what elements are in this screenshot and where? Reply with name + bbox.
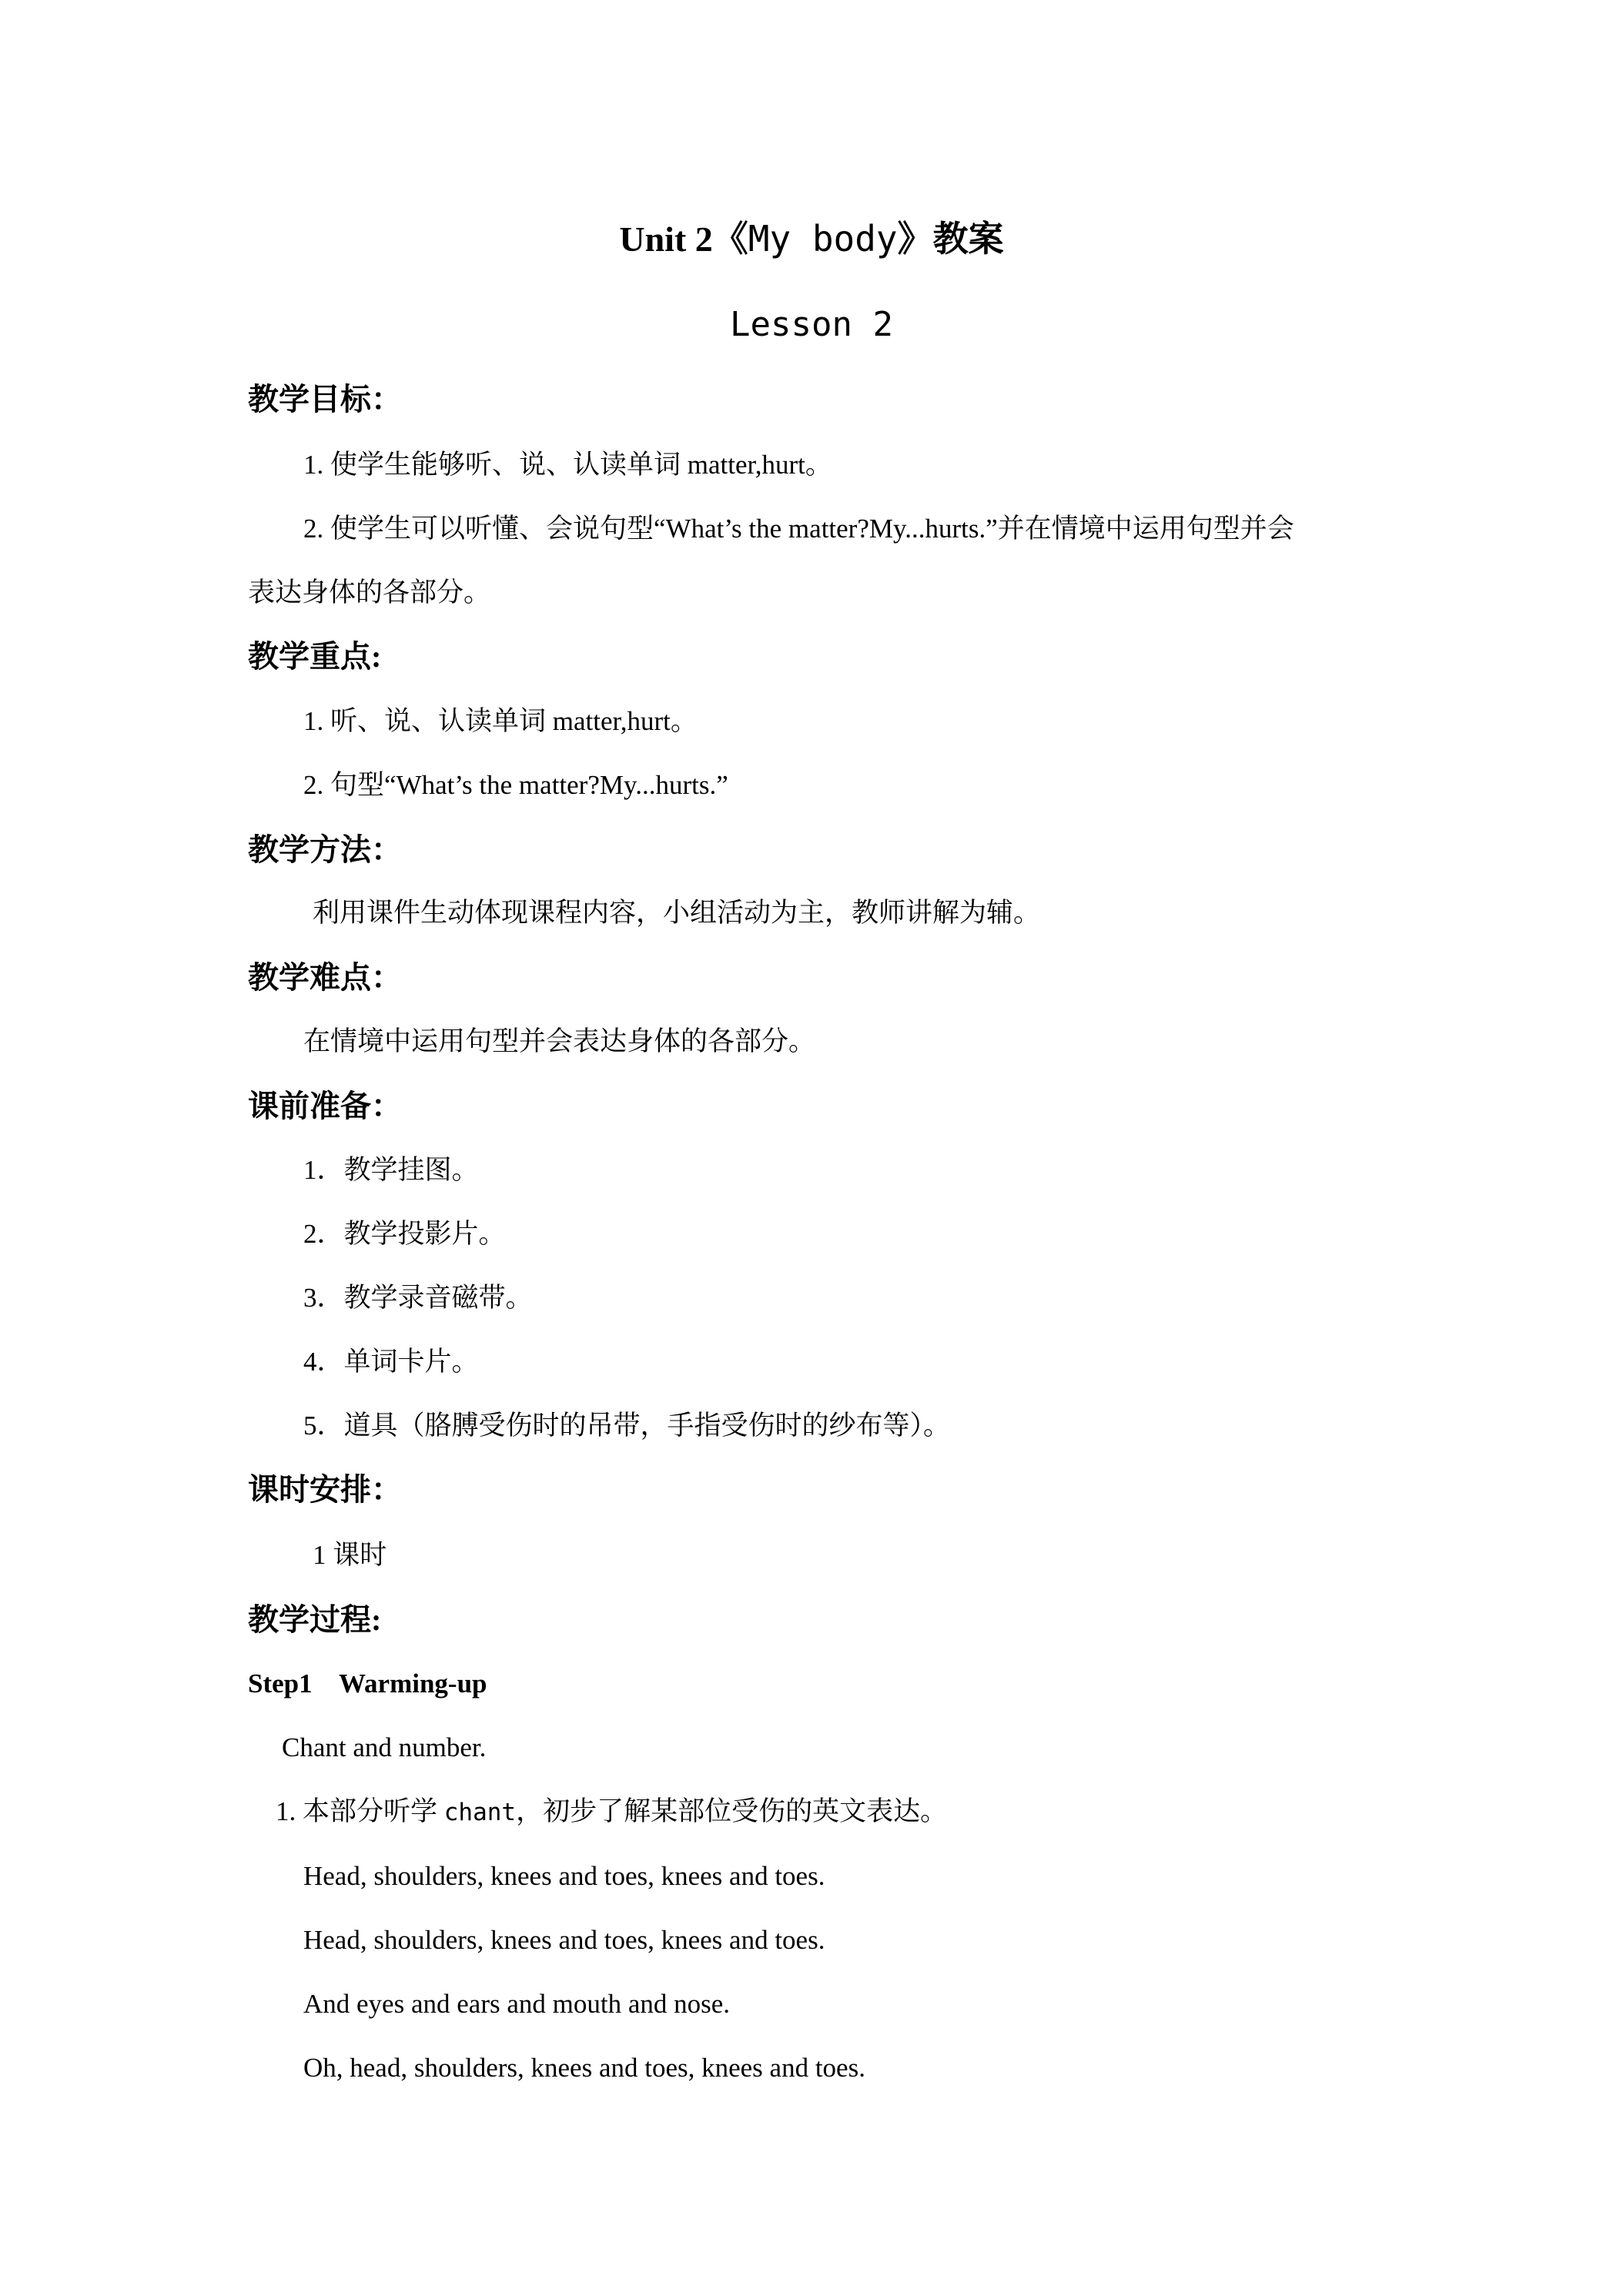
preparation-item: 3．教学录音磁带。 [303,1283,533,1313]
title-suffix: 》教案 [897,219,1004,259]
key-point-item-2: 2. 句型“What’s the matter?My...hurts.” [303,770,728,800]
objective-item-1: 1. 使学生能够听、说、认读单词 matter,hurt。 [303,450,832,480]
title-prefix: Unit 2《 [619,219,748,259]
heading-methods: 教学方法： [248,832,402,867]
step1-item-suffix: ，初步了解某部位受伤的英文表达。 [516,1796,948,1826]
preparation-item: 5．道具（胳膊受伤时的吊带，手指受伤时的纱布等）。 [303,1411,951,1441]
methods-text: 利用课件生动体现课程内容，小组活动为主，教师讲解为辅。 [313,898,1041,928]
step1-item-chant-word: chant [443,1799,517,1826]
objective-item-2-line-2: 表达身体的各部分。 [248,577,491,607]
heading-preparation: 课前准备： [248,1089,402,1123]
preparation-item: 4．单词卡片。 [303,1347,479,1377]
heading-difficulties: 教学难点： [248,960,402,995]
objective-item-2-line-1: 2. 使学生可以听懂、会说句型“What’s the matter?My...hurts.”并在情境中运用句型并会 [303,514,1294,544]
heading-objectives: 教学目标： [248,382,402,417]
document-subtitle: Lesson 2 [730,305,893,344]
document-title [0,214,1623,264]
step1-item-prefix: 1. 本部分听学 [276,1796,444,1826]
heading-process: 教学过程: [248,1602,382,1637]
chant-line: Head, shoulders, knees and toes, knees and toes. [303,1861,825,1891]
step1-heading: Step1 Warming-up [248,1668,487,1699]
key-point-item-1: 1. 听、说、认读单词 matter,hurt。 [303,706,698,736]
heading-key-points: 教学重点: [248,639,382,674]
preparation-item: 2．教学投影片。 [303,1219,506,1249]
heading-schedule: 课时安排： [248,1472,402,1507]
title-unit-name: My body [748,218,898,259]
step1-item-1 [276,1793,947,1831]
chant-line: Oh, head, shoulders, knees and toes, knees and toes. [303,2053,865,2083]
preparation-item: 1．教学挂图。 [303,1155,479,1185]
chant-line: Head, shoulders, knees and toes, knees and toes. [303,1925,825,1955]
difficulties-text: 在情境中运用句型并会表达身体的各部分。 [303,1026,816,1056]
schedule-text: 1 课时 [313,1540,387,1570]
chant-line: And eyes and ears and mouth and nose. [303,1989,731,2019]
step1-intro: Chant and number. [282,1732,487,1762]
